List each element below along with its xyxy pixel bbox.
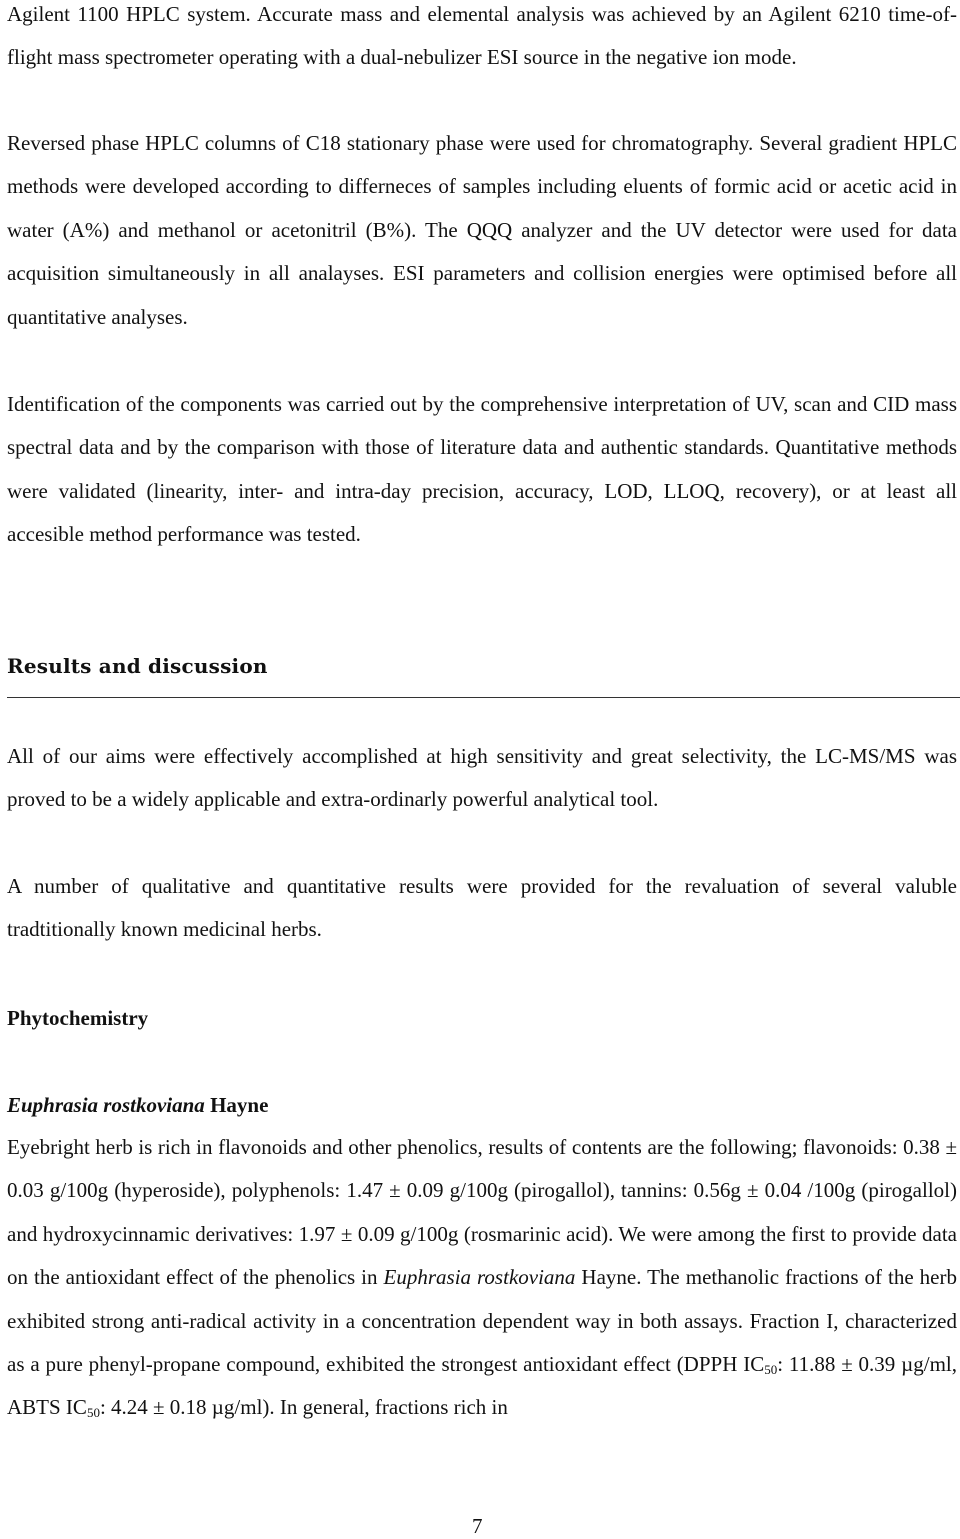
text-segment: : 4.24 ± 0.18 µg/ml). In general, fractions rich in bbox=[99, 1395, 508, 1420]
species-heading bbox=[7, 1091, 268, 1119]
subscript: 50 bbox=[86, 1405, 100, 1421]
methods-paragraph-2: Reversed phase HPLC columns of C18 stationary phase were used for chromatography. Several gradient HPLC methods were developed according to differneces of samples including eluents of formic acid or acetic acid in water (A%) and methanol or acetonitril (B%). The QQQ analyzer and the UV detector were used for data acquisition simultaneously in all analayses. ESI parameters and collision energies were optimised before all quantitative analyses. bbox=[7, 131, 957, 329]
text-segment: Eyebright herb is rich in flavonoids and other phenolics, results of contents are the following; flavonoids: 0.38 ± 0.03 g/100g (hyperoside), polyphenols: 1.47 ± 0.09 g/100g (pirogallol), tannins: 0.56g ± 0.04 /100g (pirogallol) and hydroxycinnamic derivatives: 1.97 ± 0.09 g/100g (rosmarinic acid). We were among the first to provide data on the antioxidant effect of the phenolics in bbox=[7, 1135, 957, 1290]
methods-paragraph-3: Identification of the components was carried out by the comprehensive interpretation of UV, scan and CID mass spectral data and by the comparison with those of literature data and authentic standards. Quantitative methods were validated (linearity, inter- and intra-day precision, accuracy, LOD, LLOQ, recovery), or at least all accesible method performance was tested. bbox=[7, 392, 957, 547]
phytochemistry-heading: Phytochemistry bbox=[7, 1006, 149, 1030]
species-author: Hayne bbox=[204, 1093, 269, 1117]
results-paragraph-1: All of our aims were effectively accomplished at high sensitivity and great selectivity, the LC-MS/MS was proved to be a widely applicable and extra-ordinarly powerful analytical tool. bbox=[7, 744, 957, 812]
species-name-inline: Euphrasia rostkoviana bbox=[383, 1265, 576, 1290]
results-paragraph-2: A number of qualitative and quantitative results were provided for the revaluation of several valuble tradtitionally known medicinal herbs. bbox=[7, 874, 957, 942]
species-name: Euphrasia rostkoviana bbox=[7, 1093, 205, 1117]
text-segment: Hayne. The methanolic fractions of the herb exhibited strong anti-radical activity in a concentration dependent way in both assays. Fraction I, characterized as a pure phenyl-propane compound, exhibited the strongest antioxidant effect (DPPH IC bbox=[7, 1265, 957, 1377]
page-number: 7 bbox=[472, 1514, 483, 1538]
section-divider bbox=[7, 697, 960, 698]
results-heading: Results and discussion bbox=[7, 654, 268, 678]
phytochemistry-paragraph bbox=[7, 1126, 957, 1430]
methods-paragraph-1: Agilent 1100 HPLC system. Accurate mass and elemental analysis was achieved by an Agilent 6210 time-of-flight mass spectrometer operating with a dual-nebulizer ESI source in the negative ion mode. bbox=[7, 2, 957, 70]
text-segment: : 11.88 ± 0.39 µg/ml, ABTS IC bbox=[7, 1352, 957, 1420]
subscript: 50 bbox=[764, 1362, 778, 1378]
